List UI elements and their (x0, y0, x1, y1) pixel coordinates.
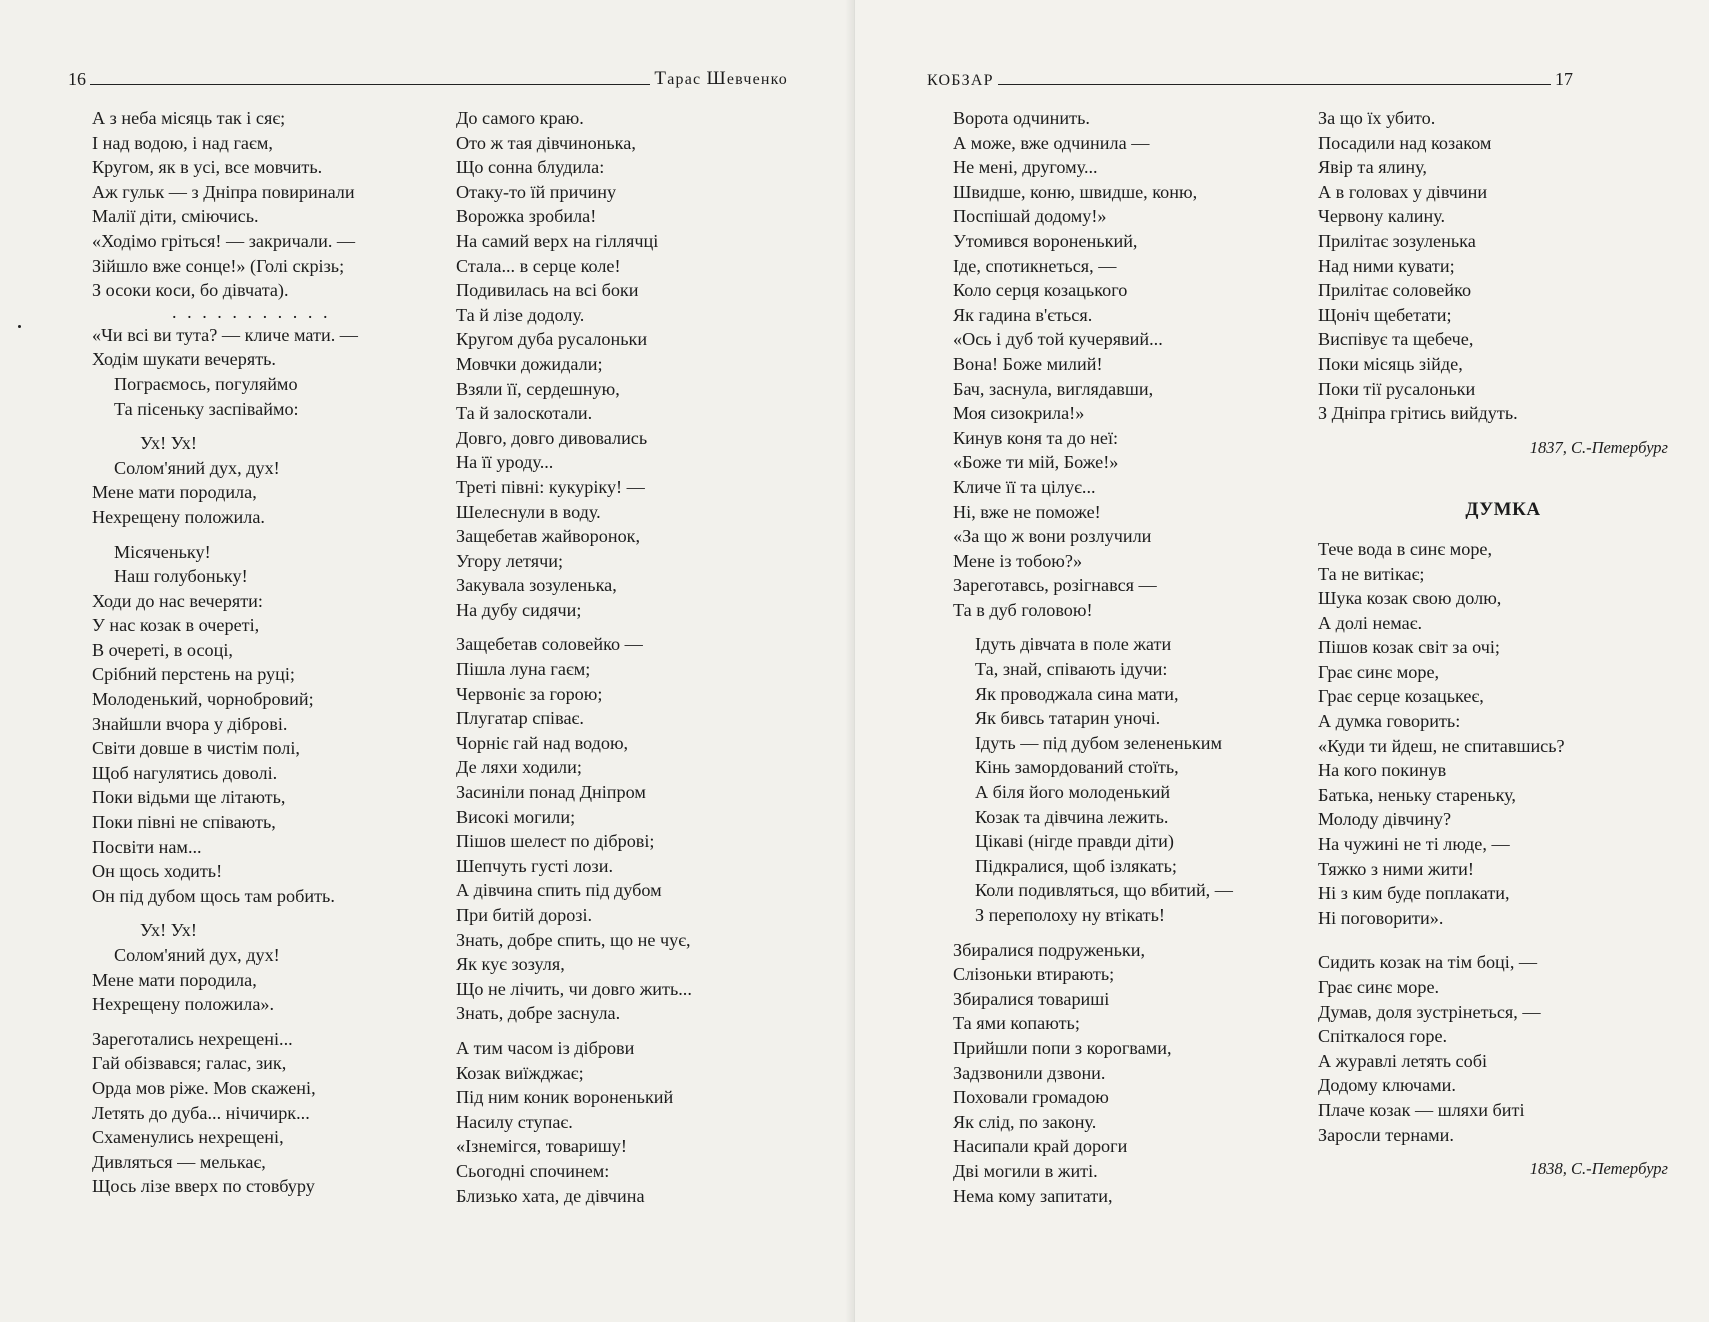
verse-line: Знать, добре заснула. (456, 1003, 621, 1024)
verse-line: Грає синє море, (1318, 661, 1440, 682)
verse-line: Поспішай додому!» (953, 206, 1107, 227)
verse-line: Шука козак свою долю, (1318, 588, 1502, 609)
verse-line: Наш голубоньку! (114, 566, 248, 587)
verse-line: Мовчки дожидали; (456, 353, 603, 374)
verse-line: Ото ж тая дівчинонька, (456, 132, 636, 153)
verse-line: Поки відьми ще літають, (92, 787, 286, 808)
verse-line: Та ями копають; (953, 1013, 1080, 1034)
verse-line: Шепчуть густі лози. (456, 855, 613, 876)
verse-line: Високі могили; (456, 806, 576, 827)
verse-line: Дивляться — мелькає, (92, 1151, 266, 1172)
verse-line: Козак та дівчина лежить. (975, 806, 1169, 827)
ellipsis-dots: . . . . . . . . . . . (172, 301, 331, 322)
verse-line: «Ізнемігся, товаришу! (456, 1136, 627, 1157)
verse-line: Що сонна блудила: (456, 157, 605, 178)
verse-line: Малії діти, сміючись. (92, 206, 259, 227)
verse-line: Пішов шелест по діброві; (456, 831, 655, 852)
poem-date: 1838, С.-Петербург (1529, 1159, 1668, 1179)
verse-line: А біля його молоденький (975, 782, 1171, 803)
text-column-4 (1318, 106, 1688, 1182)
verse-line: Защебетав жайворонок, (456, 526, 641, 547)
verse-line: Червоніє за горою; (456, 683, 603, 704)
verse-line: Взяли її, сердешную, (456, 378, 620, 399)
verse-line: Прилітає соловейко (1318, 280, 1472, 301)
verse-line: Утомився вороненький, (953, 230, 1138, 251)
verse-line: Додому ключами. (1318, 1075, 1456, 1096)
verse-line: Близько хата, де дівчина (456, 1185, 645, 1206)
verse-line: А в головах у дівчини (1318, 181, 1488, 202)
verse-line: Місяченьку! (114, 541, 211, 562)
verse-line: Солом'яний дух, дух! (114, 945, 280, 965)
verse-line: Задзвонили дзвони. (953, 1062, 1106, 1083)
poem-date: 1837, С.-Петербург (1529, 437, 1668, 457)
verse-line: Коли подивляться, що вбитий, — (975, 880, 1233, 901)
verse-line: Прилітає зозуленька (1318, 230, 1476, 251)
verse-line: На чужині не ті люде, — (1318, 834, 1510, 855)
verse-line: Ні з ким буде поплакати, (1318, 883, 1510, 904)
verse-line: А з неба місяць так і сяє; (92, 108, 286, 128)
verse-line: Мене із тобою?» (953, 550, 1083, 571)
verse-line: «Ходімо гріться! — закричали. — (92, 230, 356, 251)
verse-line: Треті півні: кукуріку! — (456, 476, 645, 497)
verse-line: А може, вже одчинила — (953, 132, 1150, 153)
verse-line: Швидше, коню, швидше, коню, (953, 181, 1198, 202)
verse-line: Он під дубом щось там робить. (92, 885, 335, 906)
verse-line: Знать, добре спить, що не чує, (456, 929, 691, 950)
page-number-left: 16 (68, 69, 86, 89)
verse-line: Кличе її та цілує... (953, 476, 1096, 497)
verse-line: І над водою, і над гаєм, (92, 132, 273, 153)
verse-line: Закувала зозуленька, (456, 575, 617, 596)
right-header (927, 66, 1573, 90)
verse-line: Кругом, як в усі, все мовчить. (92, 157, 323, 178)
verse-line: Коло серця козацького (953, 280, 1128, 301)
text-column-2 (456, 106, 816, 1208)
verse-line: «Куди ти йдеш, не спитавшись? (1318, 735, 1565, 756)
verse-line: Щоніч щебетати; (1318, 304, 1452, 325)
verse-line: Ворожка зробила! (456, 206, 597, 227)
verse-line: Поки півні не співають, (92, 812, 276, 833)
verse-line: Кинув коня та до неї: (953, 427, 1119, 448)
left-header (68, 66, 788, 90)
verse-line: На самий верх на гіллячці (456, 230, 659, 251)
verse-line: Та в дуб головою! (953, 599, 1093, 620)
verse-line: «За що ж вони розлучили (953, 526, 1152, 547)
verse-line: Моя сизокрила!» (953, 403, 1085, 424)
verse-line: Ідуть — під дубом зелененьким (975, 732, 1222, 753)
verse-line: «Ось і дуб той кучерявий... (953, 329, 1163, 350)
verse-line: Отаку-то їй причину (456, 181, 617, 202)
verse-line: Орда мов ріже. Мов скажені, (92, 1077, 316, 1098)
verse-line: Знайшли вчора у діброві. (92, 713, 288, 734)
verse-line: Плаче козак — шляхи биті (1318, 1099, 1525, 1120)
verse-line: Мене мати породила, (92, 482, 257, 503)
verse-line: Бач, заснула, виглядавши, (953, 378, 1154, 399)
verse-line: Заросли тернами. (1318, 1124, 1454, 1145)
verse-line: Довго, довго дивовались (456, 427, 648, 448)
verse-line: Як слід, по закону. (953, 1111, 1097, 1132)
verse-line: Грає синє море. (1318, 977, 1440, 997)
verse-line: Сидить козак на тім боці, — (1318, 952, 1538, 973)
verse-line: На дубу сидячи; (456, 599, 582, 620)
verse-line: Пішов козак світ за очі; (1318, 637, 1500, 658)
verse-line: Думав, доля зустрінеться, — (1318, 1001, 1541, 1022)
verse-line: Гай обізвався; галас, зик, (92, 1053, 287, 1074)
verse-line: Зареготались нехрещені... (92, 1028, 293, 1049)
verse-line: Як кує зозуля, (456, 954, 565, 975)
verse-line: Плугатар співає. (456, 708, 584, 729)
verse-line: Нехрещену положила». (92, 994, 275, 1015)
verse-line: Кругом дуба русалоньки (456, 329, 648, 350)
verse-line: Не мені, другому... (953, 157, 1098, 178)
verse-line: Угору летячи; (456, 550, 564, 571)
verse-line: А дівчина спить під дубом (456, 880, 662, 901)
verse-line: На її уроду... (456, 452, 554, 473)
verse-line: Дві могили в житі. (953, 1160, 1098, 1181)
verse-line: Що не лічить, чи довго жить... (456, 978, 692, 999)
verse-line: Підкралися, щоб ізлякать; (975, 855, 1177, 876)
verse-line: Та й лізе додолу. (456, 304, 585, 325)
verse-line: Під ним коник вороненький (456, 1087, 674, 1108)
verse-line: Зійшло вже сонце!» (Голі скрізь; (92, 255, 345, 276)
verse-line: Спіткалося горе. (1318, 1026, 1448, 1047)
verse-line: Слізоньки втирають; (953, 964, 1115, 985)
verse-line: Засиніли понад Дніпром (456, 782, 646, 803)
running-head-author: Тарас Шевченко (654, 68, 788, 89)
verse-line: Де ляхи ходили; (456, 757, 582, 778)
verse-line: За що їх убито. (1318, 108, 1436, 128)
text-column-1 (92, 106, 432, 1199)
verse-line: У нас козак в очереті, (92, 615, 260, 636)
verse-line: Стала... в серце коле! (456, 255, 621, 276)
verse-line: Іде, спотикнеться, — (953, 255, 1117, 276)
verse-line: Посвіти нам... (92, 836, 202, 857)
verse-line: Молоденький, чорнобровий; (92, 689, 314, 710)
verse-line: Летять до дуба... нічичирк... (92, 1102, 310, 1123)
verse-line: Мене мати породила, (92, 969, 257, 990)
verse-line: Як гадина в'ється. (953, 304, 1093, 325)
verse-line: Прийшли попи з корогвами, (953, 1037, 1172, 1058)
verse-line: Ворота одчинить. (953, 108, 1090, 128)
verse-line: Насилу ступає. (456, 1111, 573, 1132)
verse-line: Солом'яний дух, дух! (114, 457, 280, 478)
verse-line: Поки тії русалоньки (1318, 378, 1476, 399)
verse-line: Ходім шукати вечерять. (92, 349, 276, 370)
verse-line: Схаменулись нехрещені, (92, 1127, 284, 1148)
verse-line: Ідуть дівчата в поле жати (975, 634, 1172, 655)
verse-line: А тим часом із діброви (456, 1037, 635, 1058)
verse-line: «Боже ти мій, Боже!» (953, 452, 1119, 473)
verse-line: Кінь замордований стоїть, (975, 757, 1179, 778)
verse-line: Пішла луна гаєм; (456, 659, 591, 680)
verse-line: В очереті, в осоці, (92, 639, 233, 660)
print-speck (18, 325, 21, 328)
verse-line: Щоб нагулятись доволі. (92, 762, 278, 783)
verse-line: Над ними кувати; (1318, 255, 1455, 276)
verse-line: Виспівує та щебече, (1318, 329, 1474, 350)
verse-line: Та й залоскотали. (456, 403, 593, 424)
verse-line: Шелеснули в воду. (456, 501, 601, 522)
verse-line: Та, знай, співають ідучи: (975, 659, 1168, 680)
verse-line: Ух! Ух! (140, 433, 197, 454)
verse-line: Поки місяць зійде, (1318, 353, 1463, 374)
verse-line: Пограємось, погуляймо (114, 373, 298, 394)
poem-title: ДУМКА (1465, 499, 1541, 521)
verse-line: Нехрещену положила. (92, 506, 265, 527)
verse-line: Червону калину. (1318, 206, 1446, 227)
verse-line: До самого краю. (456, 108, 584, 128)
verse-line: Срібний перстень на руці; (92, 664, 295, 685)
verse-line: При битій дорозі. (456, 905, 593, 925)
verse-line: Збиралися подруженьки, (953, 939, 1146, 960)
verse-line: Посадили над козаком (1318, 132, 1492, 153)
verse-line: Тяжко з ними жити! (1318, 858, 1474, 879)
verse-line: Аж гульк — з Дніпра повиринали (92, 181, 355, 202)
verse-line: Молоду дівчину? (1318, 809, 1452, 830)
verse-line: Ні, вже не поможе! (953, 501, 1101, 522)
verse-line: Як бивсь татарин уночі. (975, 708, 1161, 729)
verse-line: А думка говорить: (1318, 711, 1461, 732)
text-column-3 (953, 106, 1283, 1208)
verse-line: З осоки коси, бо дівчата). (92, 280, 289, 301)
verse-line: Та не витікає; (1318, 563, 1425, 584)
verse-line: Збиралися товариші (953, 988, 1110, 1009)
verse-line: З переполоху ну втікать! (975, 905, 1165, 925)
verse-line: А долі немає. (1318, 612, 1423, 633)
verse-line: Тече вода в синє море, (1318, 538, 1493, 559)
verse-line: Вона! Боже милий! (953, 353, 1103, 374)
verse-line: Батька, неньку стареньку, (1318, 784, 1516, 805)
verse-line: Та пісеньку заспіваймо: (114, 398, 299, 419)
verse-line: Ні поговорити». (1318, 907, 1444, 928)
header-rule (90, 84, 650, 85)
verse-line: Козак виїжджає; (456, 1062, 584, 1083)
verse-line: «Чи всі ви тута? — кличе мати. — (92, 324, 358, 345)
right-page (855, 0, 1709, 1322)
verse-line: На кого покинув (1318, 760, 1447, 781)
verse-line: Цікаві (нігде правди діти) (975, 831, 1174, 852)
running-head-title: КОБЗАР (927, 72, 994, 89)
verse-line: А журавлі летять собі (1318, 1050, 1488, 1071)
verse-line: Як проводжала сина мати, (975, 683, 1179, 704)
verse-line: Насипали край дороги (953, 1136, 1128, 1157)
verse-line: Подивилась на всі боки (456, 280, 639, 301)
verse-line: Ходи до нас вечеряти: (92, 590, 263, 611)
verse-line: Чорніє гай над водою, (456, 732, 629, 753)
page-number-right: 17 (1555, 69, 1573, 89)
header-rule (998, 84, 1551, 85)
verse-line: Грає серце козацькеє, (1318, 686, 1484, 707)
verse-line: Явір та ялину, (1318, 157, 1427, 178)
verse-line: Світи довше в чистім полі, (92, 738, 300, 759)
verse-line: Ух! Ух! (140, 920, 197, 941)
verse-line: Зареготавсь, розігнався — (953, 575, 1157, 596)
verse-line: З Дніпра грітись вийдуть. (1318, 403, 1518, 424)
verse-line: Он щось ходить! (92, 861, 223, 882)
verse-line: Поховали громадою (953, 1087, 1109, 1108)
verse-line: Нема кому запитати, (953, 1185, 1113, 1206)
verse-line: Щось лізе вверх по стовбуру (92, 1176, 315, 1197)
verse-line: Защебетав соловейко — (456, 634, 643, 655)
verse-line: Сьогодні спочинем: (456, 1160, 610, 1181)
